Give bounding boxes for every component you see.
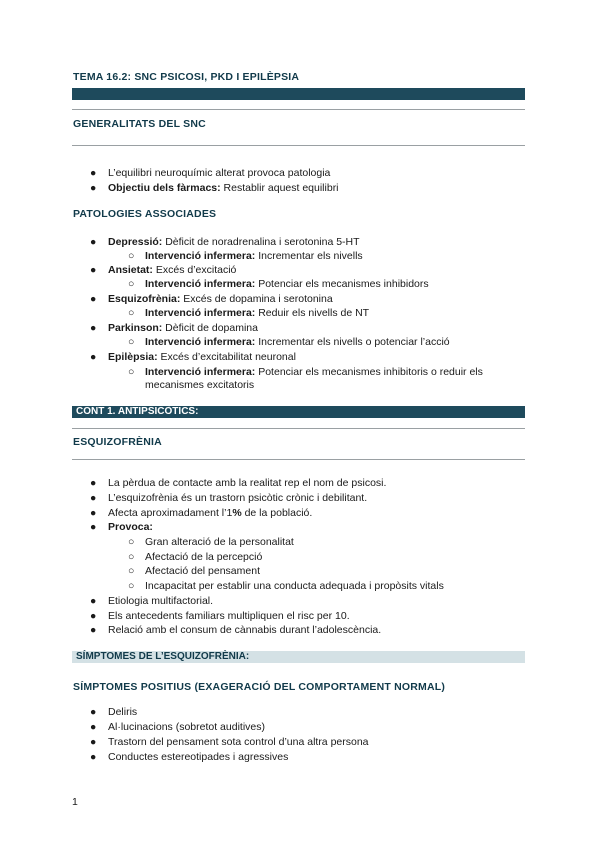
- document-page: TEMA 16.2: SNC PSICOSI, PKD I EPILÈPSIA GENERALITATS DEL SNC ● L’equilibri neuroquímic alterat provoca patologia ● Objectiu dels fàrmacs: Restablir aquest equilibri PATOLOGIES ASSOCIADES ● Depressió: Dèficit de noradrenalina i serotonina 5-HT ○ Intervenció infermera: Incrementar els nivells ● Ansietat: Excés d’excitació ○ Intervenció infermera: Potenciar els mecanismes inhibidors ● Esquizofrènia: Excés de dopamina i serotonina ○ Intervenció infermera: Reduir els nivells de NT ● Parkinson: Dèficit de dopamina ○ Intervenció infermera: Incrementar els nivells o potenciar l’acció ● Epilèpsia: Excés d’excitabilitat neuronal ○ Intervenció infermera: Potenciar els mecanismes inhibitoris o reduir els mecanismes excitatoris CONT 1. ANTIPSICÒTICS: ESQUIZOFRÈNIA ● La pèrdua de contacte amb la realitat rep el nom de psicosi. ● L’esquizofrènia és un trastorn psicòtic crònic i debilitant. ● Afecta aproximadament l’1% de la població. ● Provoca: ○ Gran alteració de la personalitat ○ Afectació de la percepció ○ Afectació del pensament ○ Incapacitat per establir una conducta adequada i propòsits vitals ● Etiologia multifactorial. ● Els antecedents familiars multipliquen el risc per 10. ● Relació amb el consum de cànnabis durant l’adolescència. SÍMPTOMES DE L’ESQUIZOFRÈNIA: SÍMPTOMES POSITIUS (EXAGERACIÓ DEL COMPORTAMENT NORMAL) ● Deliris ● Al·lucinacions (sobretot auditives) ● Trastorn del pensament sota control d’una altra persona ● Conductes estereotipades i agressives 1: [0, 0, 600, 848]
- bullet-icon: ●: [90, 624, 97, 636]
- circle-bullet-icon: ○: [128, 536, 135, 548]
- page-number: 1: [72, 796, 78, 808]
- circle-bullet-icon: ○: [128, 565, 135, 577]
- circle-bullet-icon: ○: [128, 551, 135, 563]
- section-bar-simptomes: SÍMPTOMES DE L’ESQUIZOFRÈNIA:: [72, 651, 525, 663]
- circle-bullet-icon: ○: [128, 366, 135, 378]
- heading-simptomes-positius: SÍMPTOMES POSITIUS (EXAGERACIÓ DEL COMPORTAMENT NORMAL): [73, 681, 446, 693]
- document-title: TEMA 16.2: SNC PSICOSI, PKD I EPILÈPSIA: [73, 71, 300, 83]
- bullet-icon: ●: [90, 293, 97, 305]
- title-bar: [72, 88, 525, 100]
- bullet-icon: ●: [90, 507, 97, 519]
- bullet-icon: ●: [90, 351, 97, 363]
- bullet-icon: ●: [90, 322, 97, 334]
- bullet-icon: ●: [90, 751, 97, 763]
- bullet-icon: ●: [90, 236, 97, 248]
- bullet-icon: ●: [90, 610, 97, 622]
- bullet-icon: ●: [90, 167, 97, 179]
- divider: [72, 145, 525, 146]
- heading-generalitats: GENERALITATS DEL SNC: [73, 118, 206, 130]
- circle-bullet-icon: ○: [128, 307, 135, 319]
- heading-esquizofrenia: ESQUIZOFRÈNIA: [73, 436, 162, 448]
- section-bar-antipsicotics: CONT 1. ANTIPSICÒTICS:: [72, 406, 525, 418]
- bullet-icon: ●: [90, 264, 97, 276]
- bullet-icon: ●: [90, 706, 97, 718]
- bullet-icon: ●: [90, 521, 97, 533]
- circle-bullet-icon: ○: [128, 336, 135, 348]
- divider: [72, 109, 525, 110]
- bullet-icon: ●: [90, 492, 97, 504]
- circle-bullet-icon: ○: [128, 250, 135, 262]
- divider: [72, 459, 525, 460]
- bullet-icon: ●: [90, 595, 97, 607]
- circle-bullet-icon: ○: [128, 580, 135, 592]
- bullet-icon: ●: [90, 182, 97, 194]
- divider: [72, 428, 525, 429]
- heading-patologies: PATOLOGIES ASSOCIADES: [73, 208, 217, 220]
- circle-bullet-icon: ○: [128, 278, 135, 290]
- bullet-icon: ●: [90, 721, 97, 733]
- bullet-icon: ●: [90, 477, 97, 489]
- bullet-icon: ●: [90, 736, 97, 748]
